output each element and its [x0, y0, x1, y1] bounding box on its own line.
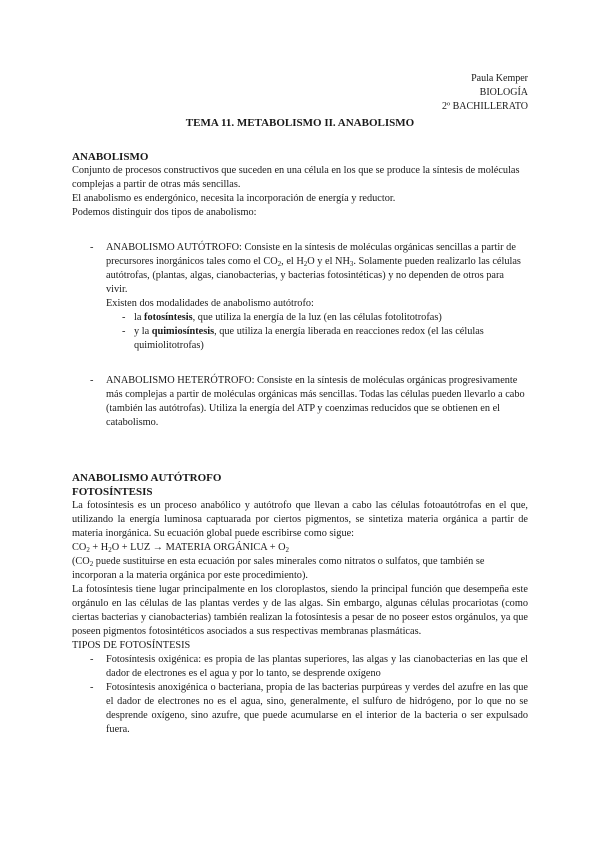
paragraph-types-intro: Podemos distinguir dos tipos de anabolismo:: [72, 207, 257, 218]
oxigenica-description: Fotosíntesis oxigénica: es propia de las plantas superiores, las algas y las cianobacterias en las que el dador de electrones es el agua y por lo tanto, se desprende oxígeno: [106, 654, 528, 679]
paragraph-definition: Conjunto de procesos constructivos que suceden en una célula en los que se produce la síntesis de moléculas complejas a partir de otras más sencillas.: [72, 165, 520, 190]
autotrofo-section: [72, 471, 528, 737]
subject-name: BIOLOGÍA: [479, 87, 528, 98]
anoxigenica-description: Fotosíntesis anoxigénica o bacteriana, propia de las bacterias purpúreas y verdes del azufre en las que el dador de electrones no es el agua, sino, generalmente, el sulfuro de hidrógeno, por lo que no se desprende oxígeno, sino azufre, que puede acumularse en el interior de la bacteria o ser expulsado fuera.: [106, 682, 528, 735]
course-name: 2º BACHILLERATO: [442, 101, 528, 112]
sub-item-fotosintesis: [72, 311, 528, 325]
list-dash: -: [90, 375, 94, 386]
list-dash: -: [90, 654, 94, 665]
list-item-anoxigenica: [72, 681, 528, 737]
section-heading-autotrofo: ANABOLISMO AUTÓTROFO: [72, 472, 222, 484]
list-dash: -: [90, 242, 94, 253]
anabolismo-section: [72, 150, 528, 430]
heterotrofo-description: ANABOLISMO HETERÓTROFO: Consiste en la síntesis de moléculas orgánicas progresivamente más complejas a partir de moléculas orgánicas más sencillas. Todas las células pueden llevarlo a cabo (también las autótrofas). Utiliza la energía del ATP y coenzimas reducidos que se obtienen en el catabolismo.: [106, 375, 525, 428]
document-header: [442, 72, 528, 114]
section-heading-anabolismo: ANABOLISMO: [72, 151, 149, 163]
equation-fotosintesis: $CO_2 + H_2O$ + LUZ → MATERIA ORGÁNICA + $O_2$: [72, 542, 290, 554]
paragraph-endergonic: El anabolismo es endergónico, necesita la incorporación de energía y reductor.: [72, 193, 396, 204]
autotrofo-modalidades: Existen dos modalidades de anabolismo autótrofo:: [106, 298, 314, 309]
autotrofo-description: ANABOLISMO AUTÓTROFO: Consiste en la síntesis de moléculas orgánicas sencillas a partir de precursores inorgánicos tales como el $CO_2$, el $H_2O$ y el $NH_3$. Solamente pueden realizarlo las células autótrofas, (plantas, algas, cianobacterias, y bacterias fotosintéticas) y no dependen de otros para vivir.: [106, 242, 521, 295]
paragraph-cloroplastos: La fotosíntesis tiene lugar principalmente en los cloroplastos, siendo la principal función que desempeña este orgánulo en las células de las plantas verdes y de las algas. Sin embargo, algunas células procariotas (como ciertas bacterias y cianobacterias) también realizan la fotosíntesis a pesar de no poseer estos orgánulos, ya que poseen pigmentos fotosintéticos asociados a sus respectivas membranas plasmáticas.: [72, 584, 528, 637]
sub-item-quimiosintesis: [72, 325, 528, 353]
section-subheading-fotosintesis: FOTOSÍNTESIS: [72, 486, 153, 498]
list-item-heterotrofo: [72, 374, 528, 430]
paragraph-equation-note: ($CO_2$ puede sustituirse en esta ecuación por sales minerales como nitratos o sulfatos, que también se incorporan a la materia orgánica por este procedimiento).: [72, 556, 485, 581]
list-dash: -: [122, 326, 126, 337]
list-item-autotrofo: [72, 241, 528, 311]
list-dash: -: [122, 312, 126, 323]
quimiosintesis-modalidad: y la quimiosíntesis, que utiliza la energía liberada en reacciones redox (el las células quimiolitotrofas): [134, 326, 484, 351]
tipos-heading: TIPOS DE FOTOSÍNTESIS: [72, 640, 191, 651]
fotosintesis-modalidad: la fotosíntesis, que utiliza la energía de la luz (en las células fotolitotrofas): [134, 312, 442, 323]
document-title: TEMA 11. METABOLISMO II. ANABOLISMO: [185, 117, 415, 129]
list-dash: -: [90, 682, 94, 693]
list-item-oxigenica: [72, 653, 528, 681]
author-name: Paula Kemper: [471, 73, 528, 84]
paragraph-fotosintesis-definition: La fotosíntesis es un proceso anabólico y autótrofo que llevan a cabo las células fotoautótrofas en el que, utilizando la energía luminosa captuarada por ciertos pigmentos, se sintetiza materia orgánica a partir de materia inorgánica. Su ecuación global puede escribirse como sigue:: [72, 500, 528, 539]
